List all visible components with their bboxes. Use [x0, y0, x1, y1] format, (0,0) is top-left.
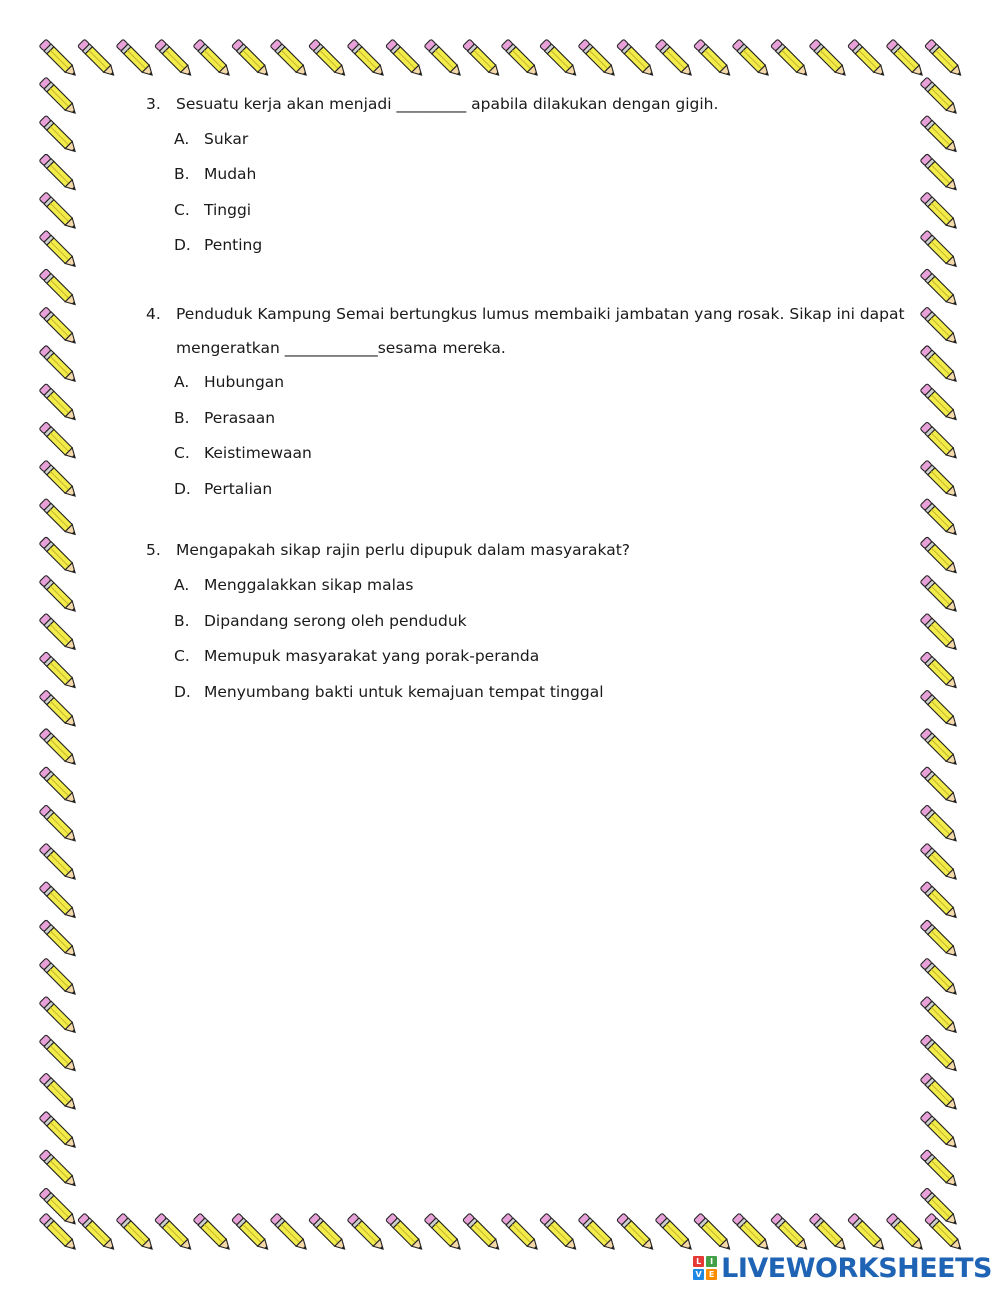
- option-text: Keistimewaan: [204, 444, 312, 462]
- option-letter: C.: [174, 201, 190, 219]
- option-letter: C.: [174, 444, 190, 462]
- option-letter: C.: [174, 647, 190, 665]
- logo-block: L: [693, 1256, 704, 1267]
- logo-text: LIVEWORKSHEETS: [721, 1252, 992, 1284]
- option-letter: A.: [174, 373, 190, 391]
- option-letter: D.: [174, 683, 191, 701]
- question-5: [146, 540, 876, 701]
- question-text: mengeratkan ____________sesama mereka.: [176, 339, 506, 357]
- question-line: [146, 304, 905, 324]
- option-letter: D.: [174, 480, 191, 498]
- logo-block: I: [706, 1256, 717, 1267]
- logo-block: V: [693, 1269, 704, 1280]
- option-letter: A.: [174, 130, 190, 148]
- option-text: Mudah: [204, 165, 257, 183]
- option-text: Tinggi: [204, 201, 252, 219]
- option-text: Pertalian: [204, 480, 273, 498]
- option-text: Menggalakkan sikap malas: [204, 576, 414, 594]
- option-text: Dipandang serong oleh penduduk: [204, 612, 467, 630]
- question-line: [146, 540, 876, 560]
- liveworksheets-logo-icon: [693, 1256, 717, 1280]
- question-line: [146, 94, 876, 114]
- option-text: Hubungan: [204, 373, 285, 391]
- option-letter: B.: [174, 612, 190, 630]
- option-text: Sukar: [204, 130, 249, 148]
- question-3: [146, 94, 876, 254]
- question-text: Mengapakah sikap rajin perlu dipupuk dalam masyarakat?: [176, 541, 631, 559]
- question-number: 5.: [146, 541, 161, 559]
- question-text: Sesuatu kerja akan menjadi _________ apabila dilakukan dengan gigih.: [176, 95, 719, 113]
- logo-block: E: [706, 1269, 717, 1280]
- option-text: Penting: [204, 236, 263, 254]
- liveworksheets-logo: [693, 1253, 992, 1283]
- question-4: [146, 304, 905, 498]
- option-text: Perasaan: [204, 409, 276, 427]
- option-letter: D.: [174, 236, 191, 254]
- question-line: [146, 338, 876, 358]
- option-text: Menyumbang bakti untuk kemajuan tempat tinggal: [204, 683, 604, 701]
- option-letter: A.: [174, 576, 190, 594]
- option-text: Memupuk masyarakat yang porak-peranda: [204, 647, 540, 665]
- option-letter: B.: [174, 409, 190, 427]
- option-letter: B.: [174, 165, 190, 183]
- question-number: 4.: [146, 305, 161, 323]
- question-number: 3.: [146, 95, 161, 113]
- question-text: Penduduk Kampung Semai bertungkus lumus membaiki jambatan yang rosak. Sikap ini dapat: [176, 305, 905, 323]
